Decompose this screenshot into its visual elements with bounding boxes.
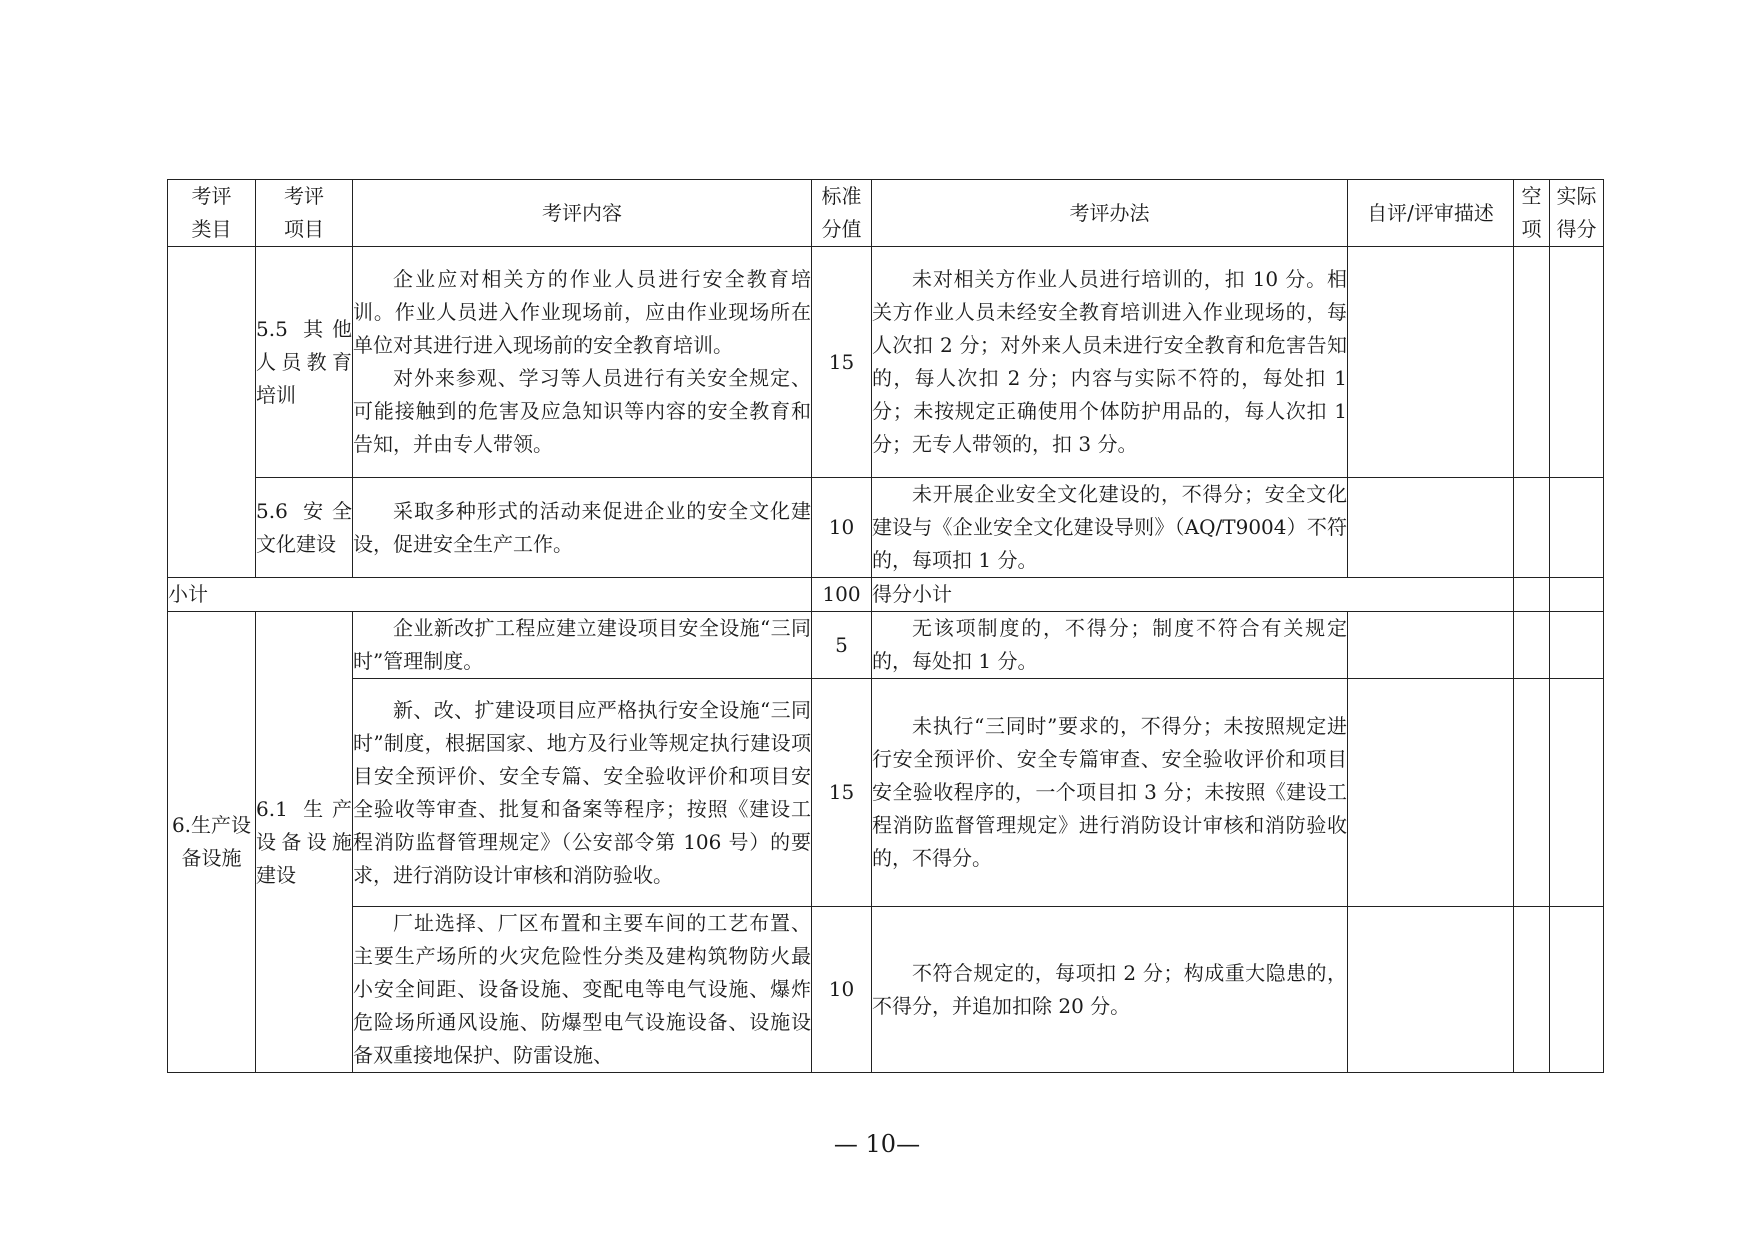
method-text: 未对相关方作业人员进行培训的，扣 10 分。相关方作业人员未经安全教育培训进入作业现场的，每人次扣 2 分；对外来人员未进行安全教育和危害告知的，每人次扣 2 分；内容与实际不符的，每处扣 1 分；未按规定正确使用个体防护用品的，每人次扣 1 分；无专人带领的，扣 3 分。 bbox=[872, 267, 1347, 456]
page-number: — 10— bbox=[833, 1130, 921, 1158]
content-paragraph: 对外来参观、学习等人员进行有关安全规定、可能接触到的危害及应急知识等内容的安全教育和告知，并由专人带领。 bbox=[353, 366, 811, 456]
actual-score-cell bbox=[1550, 907, 1604, 1073]
method-cell bbox=[872, 612, 1348, 679]
method-cell bbox=[872, 247, 1348, 478]
blank-cell bbox=[1514, 907, 1550, 1073]
method-text: 不符合规定的，每项扣 2 分；构成重大隐患的，不得分，并追加扣除 20 分。 bbox=[872, 960, 1347, 1018]
table-row bbox=[168, 478, 1604, 578]
self-eval-cell bbox=[1348, 478, 1514, 578]
content-cell bbox=[353, 247, 812, 478]
table-row bbox=[168, 612, 1604, 679]
method-text: 未开展企业安全文化建设的，不得分；安全文化建设与《企业安全文化建设导则》（AQ/T9004）不符的，每项扣 1 分。 bbox=[872, 482, 1347, 572]
evaluation-table bbox=[167, 179, 1604, 1073]
table-header-row bbox=[168, 180, 1604, 247]
method-text: 无该项制度的，不得分；制度不符合有关规定的，每处扣 1 分。 bbox=[872, 616, 1347, 673]
self-eval-cell bbox=[1348, 612, 1514, 679]
header-category: 考评 类目 bbox=[168, 180, 256, 247]
header-actual-score: 实际 得分 bbox=[1550, 180, 1604, 247]
content-cell bbox=[353, 907, 812, 1073]
blank-cell bbox=[1514, 578, 1550, 612]
category-cell: 6.生产设备设施 bbox=[168, 612, 256, 1073]
score-cell: 10 bbox=[812, 478, 872, 578]
blank-cell bbox=[1514, 679, 1550, 907]
header-self-eval: 自评/评审描述 bbox=[1348, 180, 1514, 247]
subtotal-method-label: 得分小计 bbox=[872, 578, 1514, 612]
item-cell: 5.6 安全文化建设 bbox=[256, 478, 353, 578]
blank-cell bbox=[1514, 612, 1550, 679]
content-paragraph: 新、改、扩建设项目应严格执行安全设施“三同时”制度，根据国家、地方及行业等规定执行建设项目安全预评价、安全专篇、安全验收评价和项目安全验收等审查、批复和备案等程序；按照《建设工程消防监督管理规定》（公安部令第 106 号）的要求，进行消防设计审核和消防验收。 bbox=[353, 697, 811, 887]
method-cell bbox=[872, 679, 1348, 907]
actual-score-cell bbox=[1550, 247, 1604, 478]
subtotal-score: 100 bbox=[812, 578, 872, 612]
self-eval-cell bbox=[1348, 247, 1514, 478]
blank-cell bbox=[1514, 478, 1550, 578]
score-cell: 15 bbox=[812, 247, 872, 478]
table-row bbox=[168, 907, 1604, 1073]
content-paragraph: 企业应对相关方的作业人员进行安全教育培训。作业人员进入作业现场前，应由作业现场所在单位对其进行进入现场前的安全教育培训。 bbox=[353, 267, 811, 357]
self-eval-cell bbox=[1348, 679, 1514, 907]
item-cell: 5.5 其他人员教育培训 bbox=[256, 247, 353, 478]
actual-score-cell bbox=[1550, 478, 1604, 578]
table-row bbox=[168, 247, 1604, 478]
method-text: 未执行“三同时”要求的，不得分；未按照规定进行安全预评价、安全专篇审查、安全验收评价和项目安全验收程序的，一个项目扣 3 分；未按照《建设工程消防监督管理规定》进行消防设计审核和消防验收的，不得分。 bbox=[872, 714, 1347, 870]
method-cell bbox=[872, 907, 1348, 1073]
content-cell bbox=[353, 478, 812, 578]
self-eval-cell bbox=[1348, 907, 1514, 1073]
header-method: 考评办法 bbox=[872, 180, 1348, 247]
category-cell-empty bbox=[168, 247, 256, 578]
content-cell bbox=[353, 679, 812, 907]
score-cell: 10 bbox=[812, 907, 872, 1073]
item-cell: 6.1 生产设备设施建设 bbox=[256, 612, 353, 1073]
header-score: 标准 分值 bbox=[812, 180, 872, 247]
actual-score-cell bbox=[1550, 578, 1604, 612]
blank-cell bbox=[1514, 247, 1550, 478]
score-cell: 5 bbox=[812, 612, 872, 679]
content-paragraph: 企业新改扩工程应建立建设项目安全设施“三同时”管理制度。 bbox=[353, 616, 811, 673]
method-cell bbox=[872, 478, 1348, 578]
content-cell bbox=[353, 612, 812, 679]
header-blank: 空 项 bbox=[1514, 180, 1550, 247]
table-row bbox=[168, 679, 1604, 907]
content-paragraph: 采取多种形式的活动来促进企业的安全文化建设，促进安全生产工作。 bbox=[353, 498, 811, 556]
actual-score-cell bbox=[1550, 679, 1604, 907]
header-content: 考评内容 bbox=[353, 180, 812, 247]
actual-score-cell bbox=[1550, 612, 1604, 679]
score-cell: 15 bbox=[812, 679, 872, 907]
content-paragraph: 厂址选择、厂区布置和主要车间的工艺布置、主要生产场所的火灾危险性分类及建构筑物防火最小安全间距、设备设施、变配电等电气设施、爆炸危险场所通风设施、防爆型电气设施设备、设施设备双重接地保护、防雷设施、 bbox=[353, 911, 811, 1067]
subtotal-row bbox=[168, 578, 1604, 612]
header-item: 考评 项目 bbox=[256, 180, 353, 247]
subtotal-label: 小计 bbox=[168, 578, 812, 612]
